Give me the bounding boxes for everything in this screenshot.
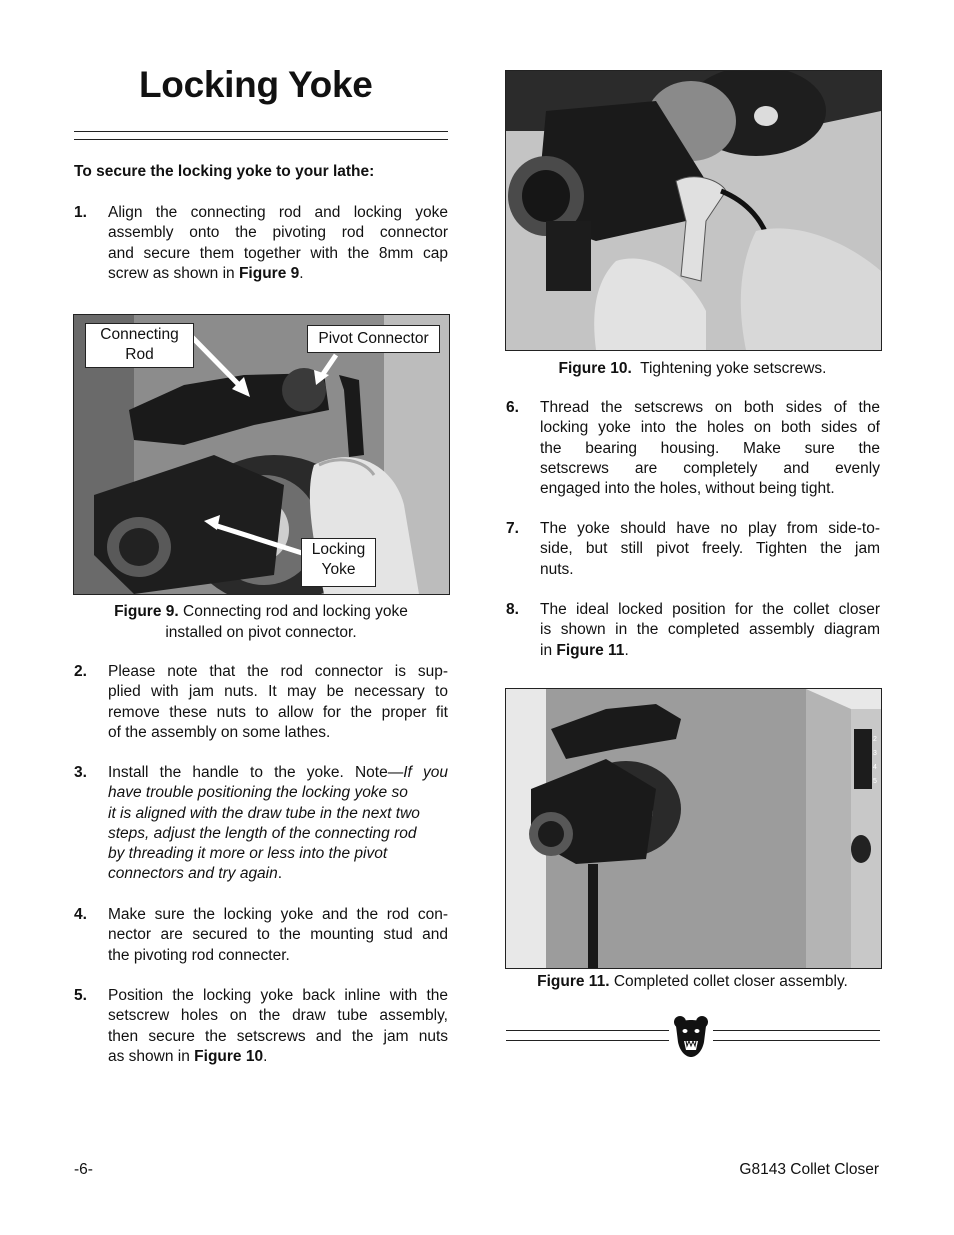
step-line: the bearing housing. Make sure the <box>540 439 880 457</box>
step-line: Install the handle to the yoke. Note—If you <box>108 764 448 781</box>
figure-ref: Figure 10 <box>194 1047 264 1065</box>
step-number: 2. <box>74 663 87 680</box>
callout-locking-yoke: Locking Yoke <box>301 538 376 587</box>
step-number: 8. <box>506 601 519 618</box>
step-line: Thread the setscrews on both sides of the <box>540 399 880 416</box>
footer-model: G8143 Collet Closer <box>739 1161 879 1178</box>
figure-ref: Figure 9 <box>238 264 300 282</box>
title-rule-top <box>74 131 448 132</box>
logo-rule-left-top <box>506 1030 669 1031</box>
step-number: 3. <box>74 764 87 781</box>
logo-rule-left-bottom <box>506 1040 669 1041</box>
step-line: The ideal locked position for the collet closer <box>540 601 880 618</box>
figure-10-illustration <box>506 71 881 350</box>
step-number: 7. <box>506 520 519 537</box>
step-line-last: of the assembly on some lathes. <box>108 723 331 741</box>
step-line: The yoke should have no play from side-to- <box>540 520 880 537</box>
step-line: by threading it more or less into the pivot <box>108 845 388 863</box>
step-number: 4. <box>74 906 87 923</box>
step-line: Position the locking yoke back inline with the <box>108 987 448 1004</box>
step-line: assembly onto the pivoting rod connector <box>108 224 448 242</box>
step-line: plied with jam nuts. It may be necessary to <box>108 683 448 701</box>
intro-heading: To secure the locking yoke to your lathe: <box>74 163 375 180</box>
step-line-last: connectors and try again. <box>108 865 283 883</box>
step-number: 5. <box>74 987 87 1004</box>
figure-ref: Figure 11 <box>556 641 625 659</box>
figure-11-illustration <box>506 689 881 968</box>
figure-10-caption: Figure 10. Tightening yoke setscrews. <box>558 360 827 377</box>
step-line: is shown in the completed assembly diagram <box>540 621 880 639</box>
callout-pivot-connector: Pivot Connector <box>307 325 440 353</box>
step-line: nector are secured to the mounting stud and <box>108 926 448 944</box>
figure-11-photo <box>505 688 882 969</box>
step-line-last: in Figure 11. <box>540 641 629 659</box>
step-line: it is aligned with the draw tube in the next two <box>108 804 420 822</box>
step-line: have trouble positioning the locking yoke so <box>108 784 408 802</box>
logo-rule-right-top <box>713 1030 880 1031</box>
step-line: locking yoke into the holes on both sides of <box>540 419 880 437</box>
step-number: 6. <box>506 399 519 416</box>
step-line: and secure them together with the 8mm cap <box>108 244 448 262</box>
logo-rule-right-bottom <box>713 1040 880 1041</box>
grizzly-bear-head-icon <box>672 1014 710 1058</box>
step-line-last: screw as shown in Figure 9. <box>108 264 304 282</box>
step-line: Make sure the locking yoke and the rod con- <box>108 906 448 923</box>
figure-10-photo <box>505 70 882 351</box>
step-line-last: the pivoting rod connecter. <box>108 946 290 964</box>
step-line: setscrews are completely and evenly <box>540 459 880 477</box>
title-rule-bottom <box>74 139 448 140</box>
figure-9-photo <box>73 314 450 595</box>
figure-11-caption: Figure 11. Completed collet closer assembly. <box>537 973 848 990</box>
step-line: steps, adjust the length of the connecting rod <box>108 824 417 842</box>
step-line: then secure the setscrews and the jam nuts <box>108 1027 448 1045</box>
figure-9-caption: Figure 9. Connecting rod and locking yoke installed on pivot connector. <box>114 603 408 641</box>
callout-connecting-rod: Connecting Rod <box>85 323 194 368</box>
page-number: -6- <box>74 1161 93 1178</box>
step-line: setscrew holes on the draw tube assembly, <box>108 1007 448 1025</box>
page-title: Locking Yoke <box>139 64 373 105</box>
step-line-last: engaged into the holes, without being tight. <box>540 480 835 498</box>
step-number: 1. <box>74 204 87 221</box>
step-line-last: as shown in Figure 10. <box>108 1047 268 1065</box>
step-line: Please note that the rod connector is sup- <box>108 663 448 680</box>
step-line-last: nuts. <box>540 560 574 578</box>
step-line: remove these nuts to allow for the proper fit <box>108 703 448 721</box>
step-line: Align the connecting rod and locking yoke <box>108 204 448 221</box>
dial-labels: 2 3 4 5 <box>873 736 877 785</box>
step-line: side, but still pivot freely. Tighten the jam <box>540 540 880 558</box>
